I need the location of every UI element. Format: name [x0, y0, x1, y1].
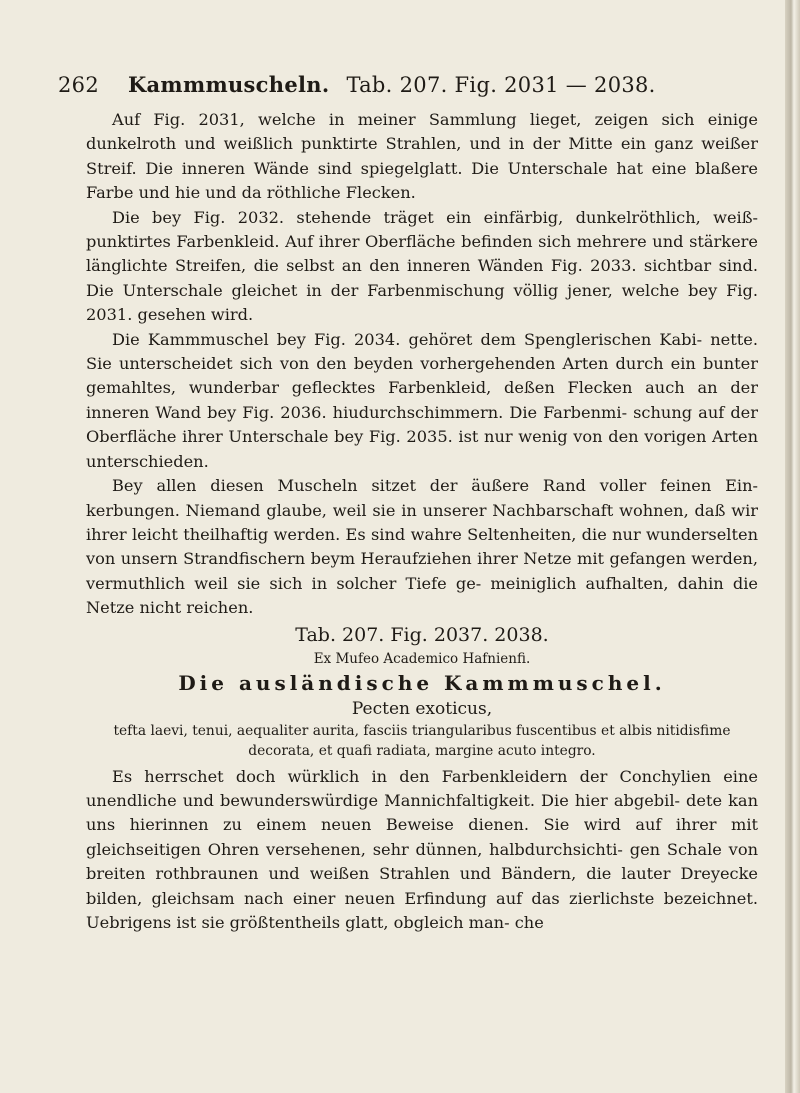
- page-header: [58, 72, 758, 97]
- paragraph: Die Kammmuschel bey Fig. 2034. gehöret dem Spenglerischen Kabi- nette. Sie unterscheidet sich von den beyden vorhergehenden Arten durch ein bunter gemahltes, wunderbar geflecktes Farbenkleid, deßen Flecken auch an der inneren Wand bey Fig. 2036. hiudurchschimmern. Die Farbenmi- schung auf der Oberfläche ihrer Unterschale bey Fig. 2035. ist nur wenig von den vorigen Arten unterschieden.: [86, 329, 758, 471]
- page-body: [86, 108, 758, 935]
- closing-paragraph: Es herrschet doch würklich in den Farbenkleidern der Conchylien eine unendliche und bewunderswürdige Mannichfaltigkeit. Die hier abgebil- dete kan uns hierinnen zu einem neuen Beweise dienen. Sie wird auf ihrer mit gleichseitigen Ohren versehenen, sehr dünnen, halbdurchsichti- gen Schale von breiten rothbraunen und weißen Strahlen und Bändern, die lauter Dreyecke bilden, gleichsam nach einer neuen Erfindung auf das zierlichste bezeichnet. Uebrigens ist sie größtentheils glatt, obgleich man- che: [86, 766, 758, 932]
- section-tab-line: Tab. 207. Fig. 2037. 2038.: [295, 623, 549, 646]
- paragraph: Bey allen diesen Muscheln sitzet der äußere Rand voller feinen Ein- kerbungen. Niemand glaube, weil sie in unserer Nachbarschaft wohnen, daß wir ihrer leicht theilhaftig werden. Es sind wahre Seltenheiten, die nur wunderselten von unsern Strandfischern beym Heraufziehen ihrer Netze mit gefangen werden, vermuthlich weil sie sich in solcher Tiefe ge- meiniglich aufhalten, dahin die Netze nicht reichen.: [86, 476, 758, 618]
- page-number: 262: [58, 73, 99, 97]
- latin-description: tefta laevi, tenui, aequaliter aurita, fasciis triangularibus fuscentibus et albis nitidisfime decorata, et quafi radiata, margine acuto integro.: [113, 722, 731, 759]
- figure-reference: Tab. 207. Fig. 2031 — 2038.: [346, 73, 656, 97]
- running-head: Kammmuscheln.: [127, 72, 330, 97]
- page-edge: [785, 0, 800, 1093]
- paragraph: Auf Fig. 2031, welche in meiner Sammlung lieget, zeigen sich einige dunkelroth und weißlich punktirte Strahlen, und in der Mitte ein ganz weißer Streif. Die inneren Wände sind spiegelglatt. Die Unterschale hat eine blaßere Farbe und hie und da röthliche Flecken.: [86, 110, 758, 203]
- museum-source: Ex Mufeo Academico Hafnienfi.: [313, 650, 531, 667]
- paragraph: Die bey Fig. 2032. stehende träget ein einfärbig, dunkelröthlich, weiß- punktirtes Farbenkleid. Auf ihrer Oberfläche befinden sich mehrere und stärkere länglichte Streifen, die selbst an den inneren Wänden Fig. 2033. sichtbar sind. Die Unterschale gleichet in der Farbenmischung völlig jener, welche bey Fig. 2031. gesehen wird.: [86, 207, 758, 325]
- section-title: Die ausländische Kammmuschel.: [178, 670, 666, 695]
- latin-title: Pecten exoticus,: [351, 698, 493, 719]
